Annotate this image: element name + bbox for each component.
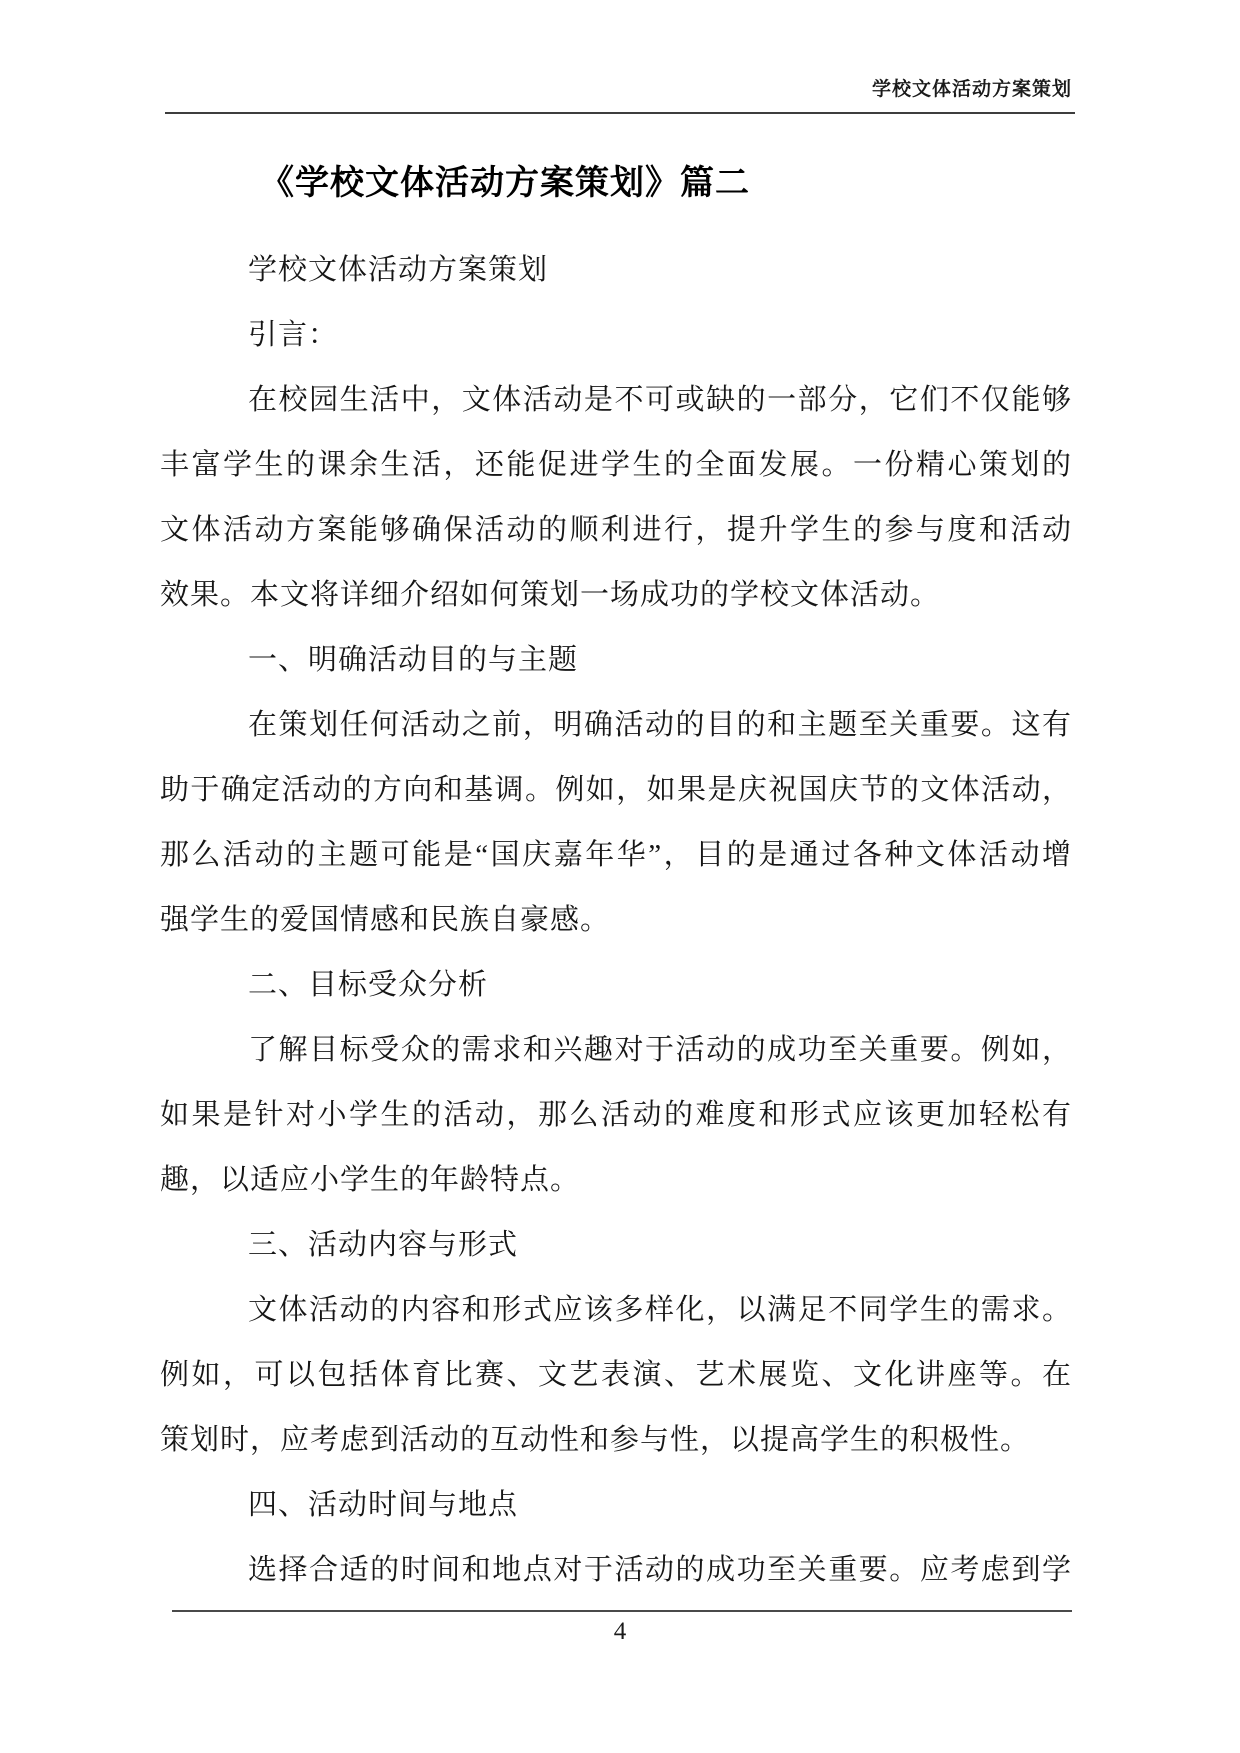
body-line: 强学生的爱国情感和民族自豪感。 xyxy=(160,904,611,936)
body-line: 在校园生活中，文体活动是不可或缺的一部分，它们不仅能够 xyxy=(248,384,1072,416)
body-line: 在策划任何活动之前，明确活动的目的和主题至关重要。这有 xyxy=(248,709,1072,741)
body-line: 文体活动的内容和形式应该多样化，以满足不同学生的需求。 xyxy=(248,1294,1072,1326)
body-line: 趣，以适应小学生的年龄特点。 xyxy=(160,1164,581,1196)
body-line: 效果。本文将详细介绍如何策划一场成功的学校文体活动。 xyxy=(160,579,941,611)
body-line: 如果是针对小学生的活动，那么活动的难度和形式应该更加轻松有 xyxy=(160,1099,1072,1131)
body-line: 一、明确活动目的与主题 xyxy=(248,644,579,676)
body-line: 例如，可以包括体育比赛、文艺表演、艺术展览、文化讲座等。在 xyxy=(160,1359,1072,1391)
page-number: 4 xyxy=(613,1618,627,1645)
body-line: 那么活动的主题可能是“国庆嘉年华”，目的是通过各种文体活动增 xyxy=(160,839,1072,871)
page-header-text: 学校文体活动方案策划 xyxy=(871,79,1072,100)
document-body xyxy=(160,238,1072,1603)
document-title: 《学校文体活动方案策划》篇二 xyxy=(260,164,750,202)
body-line: 了解目标受众的需求和兴趣对于活动的成功至关重要。例如， xyxy=(248,1034,1072,1066)
body-line: 策划时，应考虑到活动的互动性和参与性，以提高学生的积极性。 xyxy=(160,1424,1031,1456)
body-line: 学校文体活动方案策划 xyxy=(248,254,549,286)
body-line: 三、活动内容与形式 xyxy=(248,1229,519,1261)
body-line: 文体活动方案能够确保活动的顺利进行，提升学生的参与度和活动 xyxy=(160,514,1072,546)
body-line: 丰富学生的课余生活，还能促进学生的全面发展。一份精心策划的 xyxy=(160,449,1072,481)
body-line: 助于确定活动的方向和基调。例如，如果是庆祝国庆节的文体活动， xyxy=(160,774,1072,806)
body-line: 选择合适的时间和地点对于活动的成功至关重要。应考虑到学 xyxy=(248,1554,1072,1586)
body-line: 二、目标受众分析 xyxy=(248,969,489,1001)
body-line: 四、活动时间与地点 xyxy=(248,1489,519,1521)
footer-rule xyxy=(172,1610,1072,1612)
header-rule xyxy=(165,112,1075,114)
body-line: 引言： xyxy=(248,319,339,351)
